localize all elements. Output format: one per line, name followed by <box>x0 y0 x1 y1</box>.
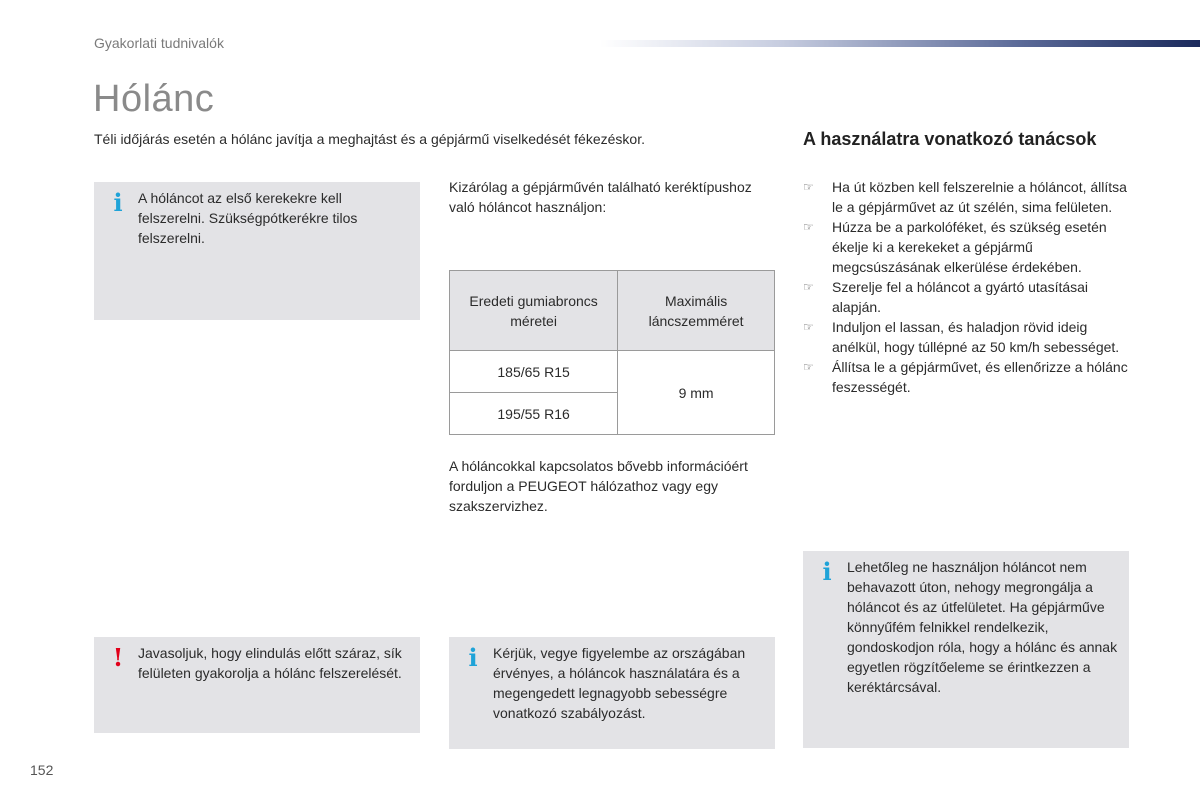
table-header-max-link: Maximális láncszemméret <box>618 271 775 351</box>
info-icon: i <box>822 557 832 586</box>
note-text: Javasoljuk, hogy elindulás előtt száraz, sík felületen gyakorolja a hólánc felszerelését. <box>138 645 402 681</box>
table-intro: Kizárólag a gépjárművén található keréktípushoz való hóláncot használjon: <box>449 179 752 215</box>
list-item-text: Állítsa le a gépjárművet, és ellenőrizze a hólánc feszességét. <box>832 359 1128 395</box>
section-label: Gyakorlati tudnivalók <box>94 35 224 51</box>
list-item-text: Induljon el lassan, és haladjon rövid ideig anélkül, hogy túllépné az 50 km/h sebességet. <box>832 319 1120 355</box>
note-text: Lehetőleg ne használjon hóláncot nem behavazott úton, nehogy megrongálja a hóláncot és az útfelületet. Ha gépjárműve könnyűfém felnikkel rendelkezik, gondoskodjon róla, hogy a hólánc és annak egyetlen rögzítőeleme se érintkezzen a keréktárcsával. <box>847 559 1118 695</box>
list-item <box>803 357 1133 397</box>
table-cell-tyre-size: 185/65 R15 <box>450 351 618 393</box>
contact-text: A hóláncokkal kapcsolatos bővebb információért forduljon a PEUGEOT hálózathoz vagy egy szakszervizhez. <box>449 458 748 514</box>
list-item <box>803 277 1133 317</box>
pointing-hand-icon: ☞ <box>803 180 814 194</box>
warning-note-practice <box>94 637 420 733</box>
advice-title: A használatra vonatkozó tanácsok <box>803 129 1097 149</box>
page-title: Hólánc <box>93 78 215 120</box>
pointing-hand-icon: ☞ <box>803 320 814 334</box>
info-note-road-damage <box>803 551 1129 748</box>
note-text: A hóláncot az első kerekekre kell felszerelni. Szükségpótkerékre tilos felszerelni. <box>138 190 358 246</box>
warning-icon: ! <box>112 643 124 672</box>
info-icon: i <box>468 643 478 672</box>
list-item <box>803 317 1133 357</box>
info-icon: i <box>113 188 123 217</box>
snow-chain-size-table <box>449 270 775 435</box>
pointing-hand-icon: ☞ <box>803 360 814 374</box>
list-item-text: Szerelje fel a hóláncot a gyártó utasításai alapján. <box>832 279 1089 315</box>
pointing-hand-icon: ☞ <box>803 220 814 234</box>
list-item-text: Húzza be a parkolóféket, és szükség esetén ékelje ki a kerekeket a gépjármű megcsúszásának elkerülése érdekében. <box>832 219 1107 275</box>
advice-list <box>803 177 1133 397</box>
pointing-hand-icon: ☞ <box>803 280 814 294</box>
page-number: 152 <box>30 762 54 778</box>
note-text: Kérjük, vegye figyelembe az országában érvényes, a hóláncok használatára és a megengedett legnagyobb sebességre vonatkozó szabályozást. <box>493 645 746 721</box>
list-item-text: Ha út közben kell felszerelnie a hóláncot, állítsa le a gépjárművet az út szélén, sima felületen. <box>832 179 1127 215</box>
list-item <box>803 177 1133 217</box>
header-bar <box>600 40 1200 47</box>
intro-text: Téli időjárás esetén a hólánc javítja a meghajtást és a gépjármű viselkedését fékezéskor. <box>94 131 645 147</box>
table-row <box>450 351 775 393</box>
table-cell-tyre-size: 195/55 R16 <box>450 393 618 435</box>
table-cell-max-link: 9 mm <box>618 351 775 435</box>
info-note-front-wheels <box>94 182 420 320</box>
info-note-regulations <box>449 637 775 749</box>
list-item <box>803 217 1133 277</box>
table-header-tyre-size: Eredeti gumiabroncs méretei <box>450 271 618 351</box>
